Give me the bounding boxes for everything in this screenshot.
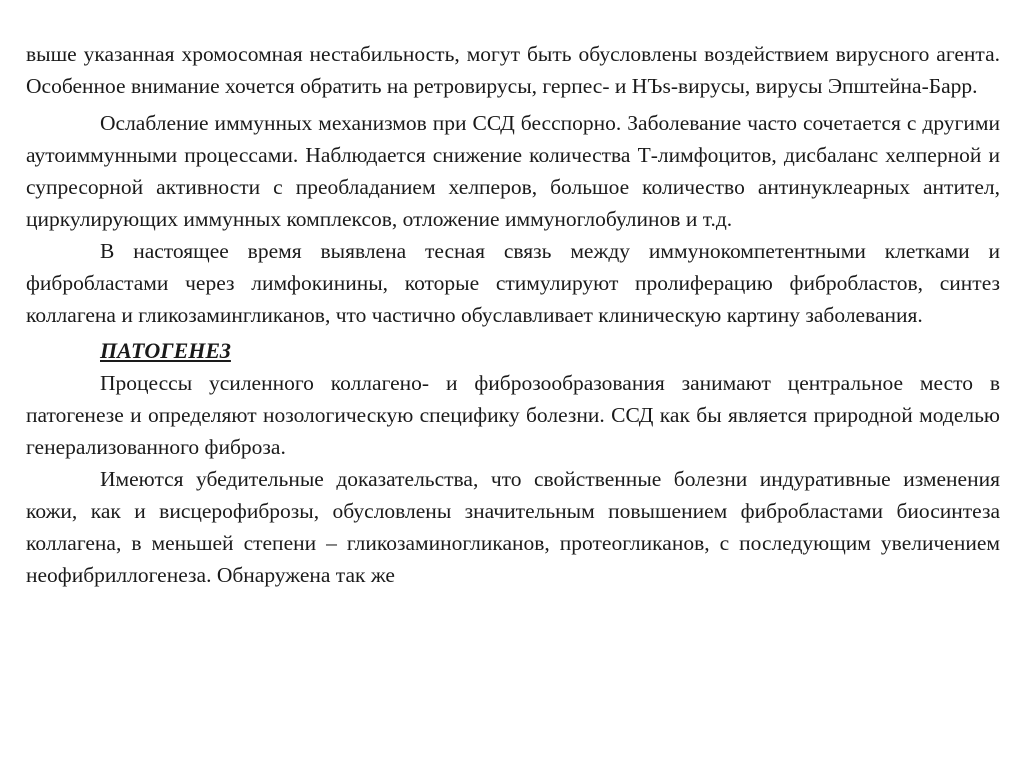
paragraph-immune-mechanisms: Ослабление иммунных механизмов при ССД бесспорно. Заболевание часто сочетается с другими аутоиммунными процессами. Наблюдается снижение количества Т-лимфоцитов, дисбаланс хелперной и супресорной активности с преобладанием хелперов, большое количество антинуклеарных антител, циркулирующих иммунных комплексов, отложение иммуноглобулинов и т.д. xyxy=(26,111,1000,231)
section-heading-pathogenesis: ПАТОГЕНЕЗ xyxy=(100,338,231,363)
paragraph-fibroblast-link: В настоящее время выявлена тесная связь между иммунокомпетентными клетками и фибробластами через лимфокинины, которые стимулируют пролиферацию фибробластов, синтез коллагена и гликозамингликанов, что частично обуславливает клиническую картину заболевания. xyxy=(26,239,1000,327)
paragraph-collagen-processes: Процессы усиленного коллагено- и фиброзообразования занимают центральное место в патогенезе и определяют нозологическую специфику болезни. ССД как бы является природной моделью генерализованного фиброза. xyxy=(26,371,1000,459)
paragraph-evidence: Имеются убедительные доказательства, что свойственные болезни индуративные изменения кожи, как и висцерофиброзы, обусловлены значительным повышением фибробластами биосинтеза коллагена, в меньшей степени – гликозаминогликанов, протеогликанов, с последующим увеличением неофибриллогенеза. Обнаружена так же xyxy=(26,467,1000,587)
paragraph-viral-agents: выше указанная хромосомная нестабильность, могут быть обусловлены воздействием вирусного агента. Особенное внимание хочется обратить на ретровирусы, герпес- и НЪs-вирусы, вирусы Эпштейна-Барр. xyxy=(26,42,1000,98)
